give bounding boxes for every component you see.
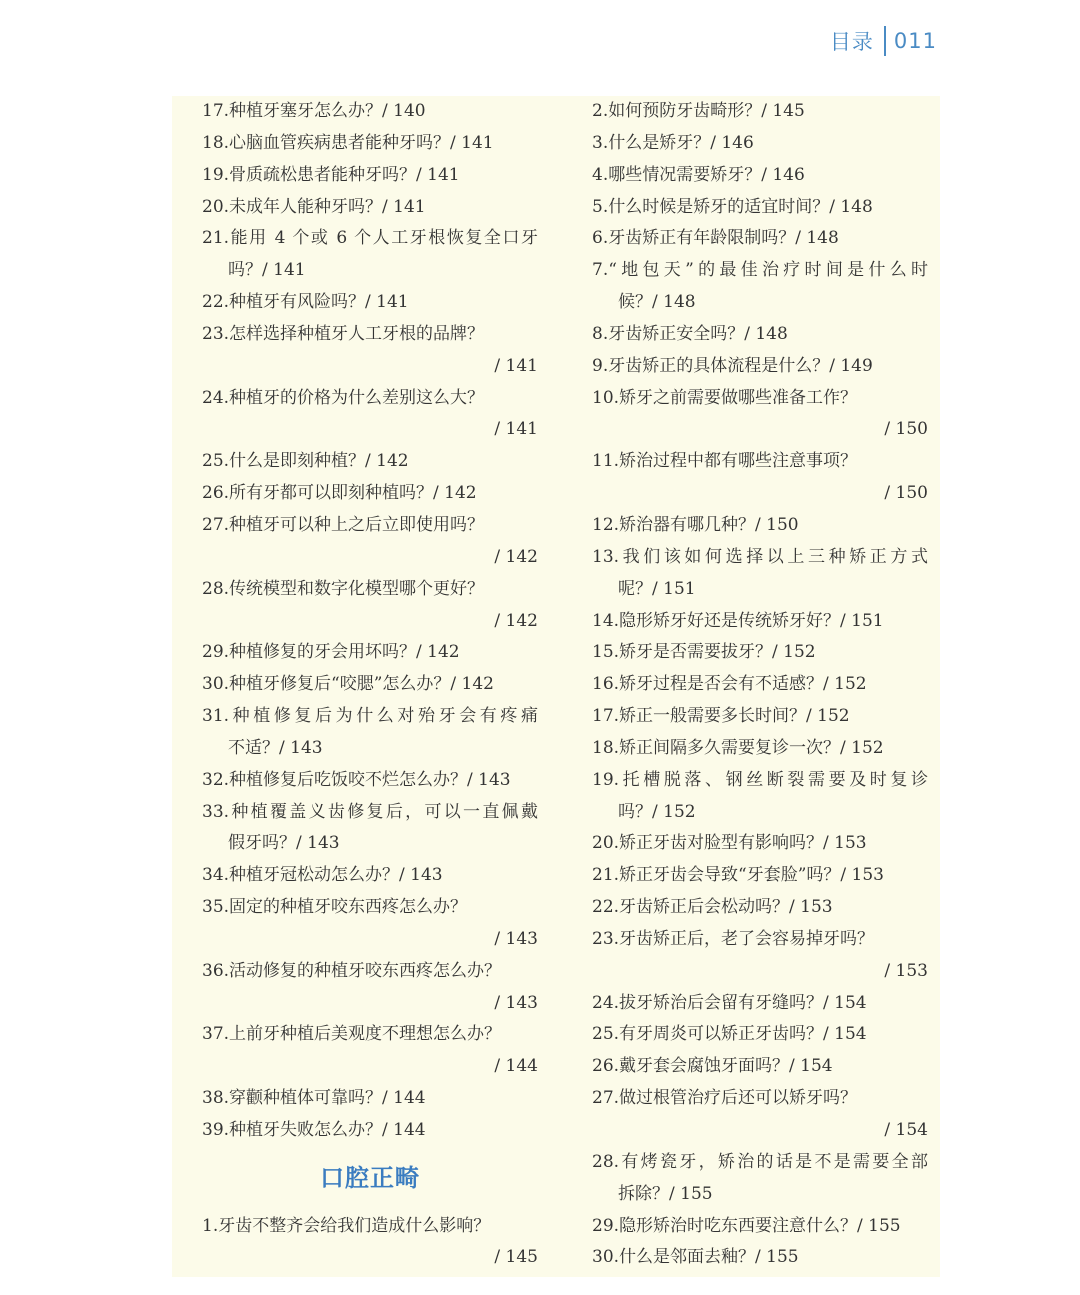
toc-entry: 8.牙齿矫正安全吗？/ 148 xyxy=(592,323,788,344)
toc-entry: 11.矫治过程中都有哪些注意事项？ xyxy=(592,451,858,472)
toc-entry: 6.牙齿矫正有年龄限制吗？/ 148 xyxy=(592,228,839,249)
toc-entry: 18.矫正间隔多久需要复诊一次？/ 152 xyxy=(592,737,884,758)
section-heading: 口腔正畸 xyxy=(320,1163,420,1192)
toc-entry: 30.什么是邻面去釉？/ 155 xyxy=(592,1247,799,1268)
toc-entry: 9.牙齿矫正的具体流程是什么？/ 149 xyxy=(592,355,873,376)
toc-entry-continuation: 吗？/ 141 xyxy=(228,260,306,281)
toc-entry: 24.种植牙的价格为什么差别这么大？ xyxy=(202,387,485,408)
toc-entry: 17.矫正一般需要多长时间？/ 152 xyxy=(592,706,850,727)
toc-entry: 32.种植修复后吃饭咬不烂怎么办？/ 143 xyxy=(202,769,511,790)
toc-entry: 2.如何预防牙齿畸形？/ 145 xyxy=(592,101,805,121)
toc-page-ref: / 141 xyxy=(494,419,538,440)
toc-entry: 20.矫正牙齿对脸型有影响吗？/ 153 xyxy=(592,833,867,854)
toc-entry-continuation: 吗？/ 152 xyxy=(618,801,696,822)
toc-entry: 22.牙齿矫正后会松动吗？/ 153 xyxy=(592,897,833,918)
toc-entry: 15.矫牙是否需要拔牙？/ 152 xyxy=(592,642,816,663)
toc-right-column xyxy=(592,96,928,1274)
toc-page-ref: / 142 xyxy=(494,610,538,631)
toc-entry: 18.心脑血管疾病患者能种牙吗？/ 141 xyxy=(202,132,494,153)
toc-entry: 23.怎样选择种植牙人工牙根的品牌？ xyxy=(202,323,485,344)
toc-entry-continuation: 候？/ 148 xyxy=(618,292,696,313)
toc-entry: 23.牙齿矫正后，老了会容易掉牙吗？ xyxy=(592,928,875,949)
toc-entry: 10.矫牙之前需要做哪些准备工作？ xyxy=(592,387,858,408)
toc-panel xyxy=(172,96,940,1277)
toc-entry: 36.活动修复的种植牙咬东西疼怎么办？ xyxy=(202,960,502,981)
toc-entry-continuation: 假牙吗？/ 143 xyxy=(228,833,340,854)
toc-entry: 24.拔牙矫治后会留有牙缝吗？/ 154 xyxy=(592,992,867,1013)
toc-entry: 28.有烤瓷牙，矫治的话是不是需要全部 xyxy=(592,1151,928,1172)
toc-entry: 27.种植牙可以种上之后立即使用吗？ xyxy=(202,514,485,535)
toc-entry: 27.做过根管治疗后还可以矫牙吗？ xyxy=(592,1088,858,1109)
toc-entry: 21.能用 4 个或 6 个人工牙根恢复全口牙 xyxy=(202,228,538,249)
toc-entry: 35.固定的种植牙咬东西疼怎么办？ xyxy=(202,897,468,918)
toc-entry: 1.牙齿不整齐会给我们造成什么影响？ xyxy=(202,1215,491,1236)
toc-entry: 29.种植修复的牙会用坏吗？/ 142 xyxy=(202,642,460,663)
toc-left-column xyxy=(202,96,538,1274)
toc-entry: 7.“地包天”的最佳治疗时间是什么时 xyxy=(592,260,928,281)
toc-entry: 28.传统模型和数字化模型哪个更好？ xyxy=(202,578,485,599)
toc-page-ref: / 142 xyxy=(494,546,538,567)
toc-page-ref: / 141 xyxy=(494,355,538,376)
toc-entry-continuation: 不适？/ 143 xyxy=(228,737,323,758)
toc-entry: 26.戴牙套会腐蚀牙面吗？/ 154 xyxy=(592,1056,833,1077)
toc-entry: 37.上前牙种植后美观度不理想怎么办？ xyxy=(202,1024,502,1045)
toc-entry: 26.所有牙都可以即刻种植吗？/ 142 xyxy=(202,483,477,504)
toc-page-ref: / 153 xyxy=(884,960,928,981)
toc-entry: 30.种植牙修复后“咬腮”怎么办？/ 142 xyxy=(202,674,494,695)
toc-entry: 19.骨质疏松患者能种牙吗？/ 141 xyxy=(202,164,460,185)
toc-page-ref: / 150 xyxy=(884,483,928,504)
toc-entry: 17.种植牙塞牙怎么办？/ 140 xyxy=(202,101,426,121)
toc-page-ref: / 145 xyxy=(494,1247,538,1268)
toc-entry: 13.我们该如何选择以上三种矫正方式 xyxy=(592,546,928,567)
header-divider xyxy=(884,26,886,56)
toc-page-ref: / 143 xyxy=(494,992,538,1013)
toc-entry: 5.什么时候是矫牙的适宜时间？/ 148 xyxy=(592,196,873,217)
toc-entry: 16.矫牙过程是否会有不适感？/ 152 xyxy=(592,674,867,695)
running-header xyxy=(830,26,937,56)
toc-entry: 33.种植覆盖义齿修复后，可以一直佩戴 xyxy=(202,801,538,822)
toc-entry: 38.穿颧种植体可靠吗？/ 144 xyxy=(202,1088,426,1109)
toc-page-ref: / 143 xyxy=(494,928,538,949)
header-page-number: 011 xyxy=(893,29,937,53)
toc-entry: 3.什么是矫牙？/ 146 xyxy=(592,132,754,153)
toc-entry: 4.哪些情况需要矫牙？/ 146 xyxy=(592,164,805,185)
toc-entry: 21.矫正牙齿会导致“牙套脸”吗？/ 153 xyxy=(592,865,884,886)
toc-entry: 12.矫治器有哪几种？/ 150 xyxy=(592,514,799,535)
toc-entry: 22.种植牙有风险吗？/ 141 xyxy=(202,292,409,313)
toc-entry: 25.有牙周炎可以矫正牙齿吗？/ 154 xyxy=(592,1024,867,1045)
toc-entry-continuation: 拆除？/ 155 xyxy=(618,1183,713,1204)
toc-page-ref: / 154 xyxy=(884,1120,928,1140)
toc-page-ref: / 150 xyxy=(884,419,928,440)
toc-entry-continuation: 呢？/ 151 xyxy=(618,578,696,599)
toc-entry: 31.种植修复后为什么对殆牙会有疼痛 xyxy=(202,706,538,727)
toc-entry: 39.种植牙失败怎么办？/ 144 xyxy=(202,1120,426,1140)
toc-entry: 29.隐形矫治时吃东西要注意什么？/ 155 xyxy=(592,1215,901,1236)
header-section-title: 目录 xyxy=(829,30,874,54)
toc-page-ref: / 144 xyxy=(494,1056,538,1077)
toc-entry: 20.未成年人能种牙吗？/ 141 xyxy=(202,196,426,217)
toc-entry: 14.隐形矫牙好还是传统矫牙好？/ 151 xyxy=(592,610,884,631)
toc-entry: 34.种植牙冠松动怎么办？/ 143 xyxy=(202,865,443,886)
toc-entry: 25.什么是即刻种植？/ 142 xyxy=(202,451,409,472)
toc-entry: 19.托槽脱落、钢丝断裂需要及时复诊 xyxy=(592,769,928,790)
